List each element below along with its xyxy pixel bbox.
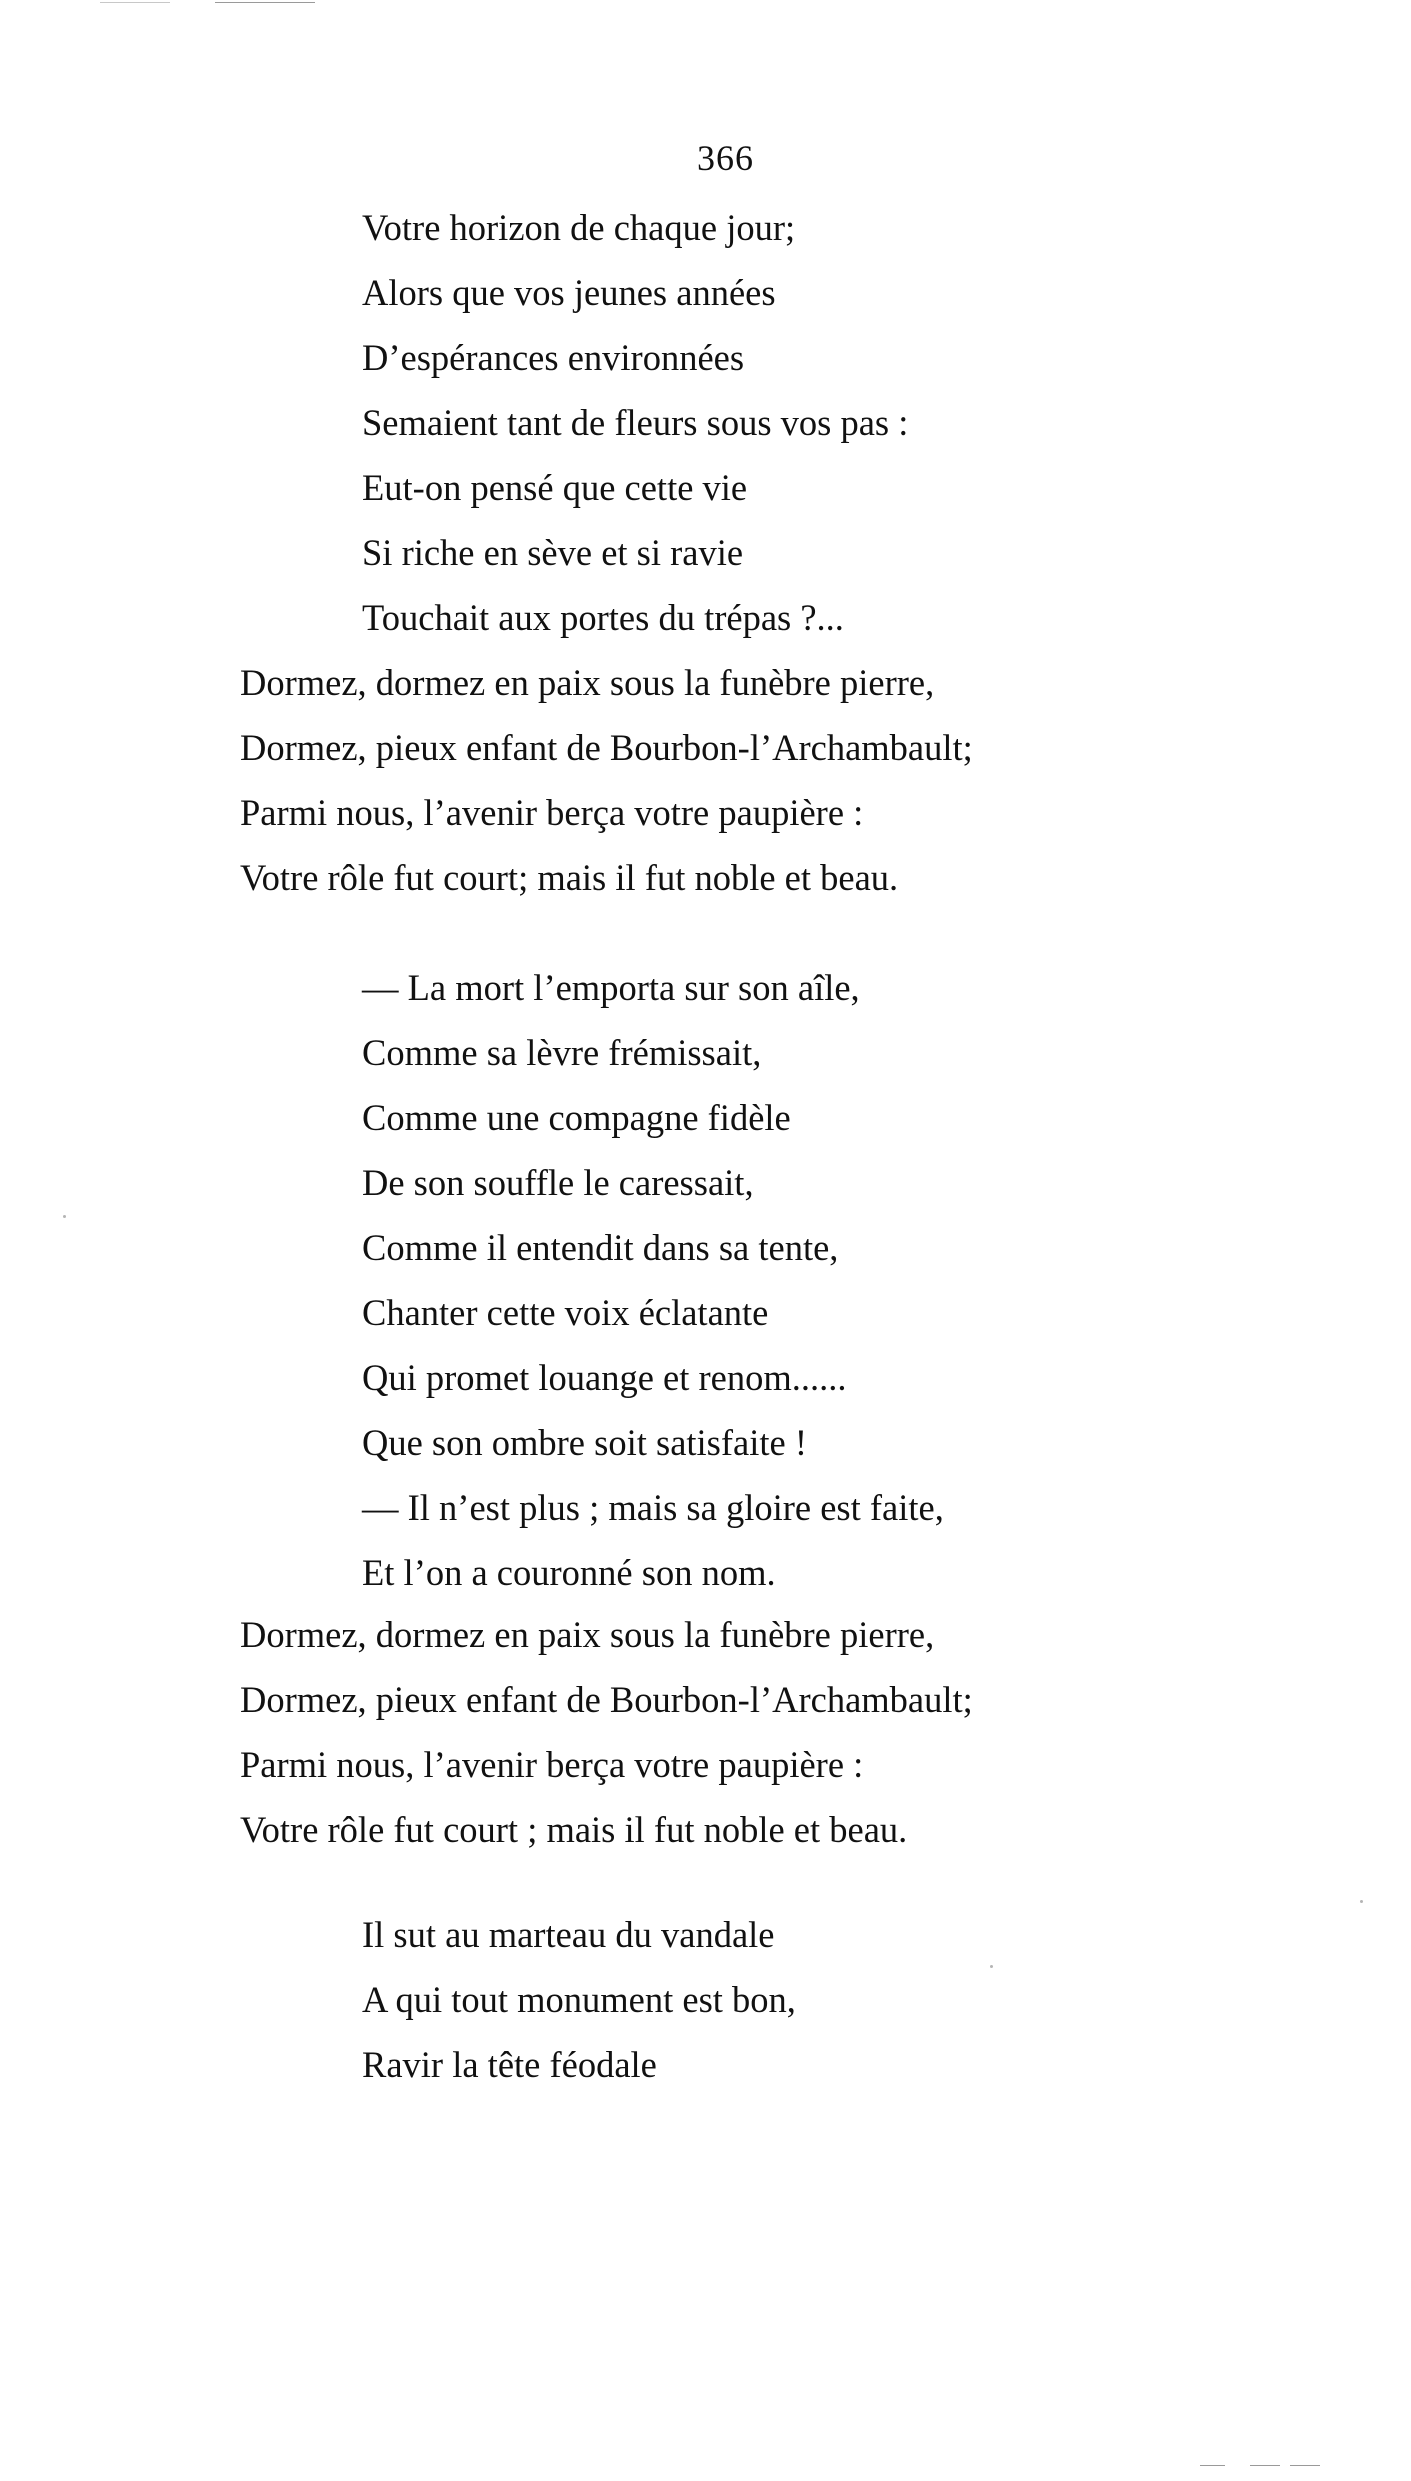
refrain-line: Dormez, pieux enfant de Bourbon-l’Archambault; (240, 1679, 973, 1720)
verse-line: Il sut au marteau du vandale (362, 1914, 775, 1955)
verse-line: Si riche en sève et si ravie (362, 532, 744, 573)
refrain-line: Dormez, pieux enfant de Bourbon-l’Archambault; (240, 727, 973, 768)
verse-line: Chanter cette voix éclatante (362, 1292, 769, 1333)
refrain-line: Parmi nous, l’avenir berça votre paupière : (240, 1744, 864, 1785)
refrain-line: Parmi nous, l’avenir berça votre paupière : (240, 792, 864, 833)
scan-speck (990, 1965, 993, 1968)
verse-line: Ravir la tête féodale (362, 2044, 657, 2085)
verse-line: Touchait aux portes du trépas ?... (362, 597, 844, 638)
verse-line: — La mort l’emporta sur son aîle, (362, 967, 860, 1008)
scan-mark-bottom-2 (1250, 2465, 1280, 2466)
verse-line: — Il n’est plus ; mais sa gloire est faite, (362, 1487, 944, 1528)
verse-line: Et l’on a couronné son nom. (362, 1552, 776, 1593)
verse-line: A qui tout monument est bon, (362, 1979, 796, 2020)
verse-line: Votre horizon de chaque jour; (362, 207, 796, 248)
verse-line: Comme il entendit dans sa tente, (362, 1227, 839, 1268)
scan-speck (63, 1215, 66, 1218)
verse-line: Que son ombre soit satisfaite ! (362, 1422, 808, 1463)
refrain-line: Dormez, dormez en paix sous la funèbre pierre, (240, 1614, 935, 1655)
refrain-line: Dormez, dormez en paix sous la funèbre pierre, (240, 662, 935, 703)
refrain-line: Votre rôle fut court ; mais il fut noble et beau. (240, 1809, 908, 1850)
verse-line: Alors que vos jeunes années (362, 272, 776, 313)
refrain-line: Votre rôle fut court; mais il fut noble et beau. (240, 857, 899, 898)
verse-line: Qui promet louange et renom...... (362, 1357, 847, 1398)
scan-mark-bottom-1 (1200, 2465, 1225, 2466)
scan-mark-top-left (100, 2, 170, 3)
verse-line: De son souffle le caressait, (362, 1162, 754, 1203)
scan-speck (1360, 1900, 1363, 1903)
verse-line: Eut-on pensé que cette vie (362, 467, 748, 508)
scan-mark-bottom-3 (1290, 2465, 1320, 2466)
verse-line: Comme sa lèvre frémissait, (362, 1032, 762, 1073)
verse-line: D’espérances environnées (362, 337, 745, 378)
scan-mark-top (215, 2, 315, 3)
page-number: 366 (697, 138, 754, 178)
verse-line: Comme une compagne fidèle (362, 1097, 791, 1138)
verse-line: Semaient tant de fleurs sous vos pas : (362, 402, 909, 443)
